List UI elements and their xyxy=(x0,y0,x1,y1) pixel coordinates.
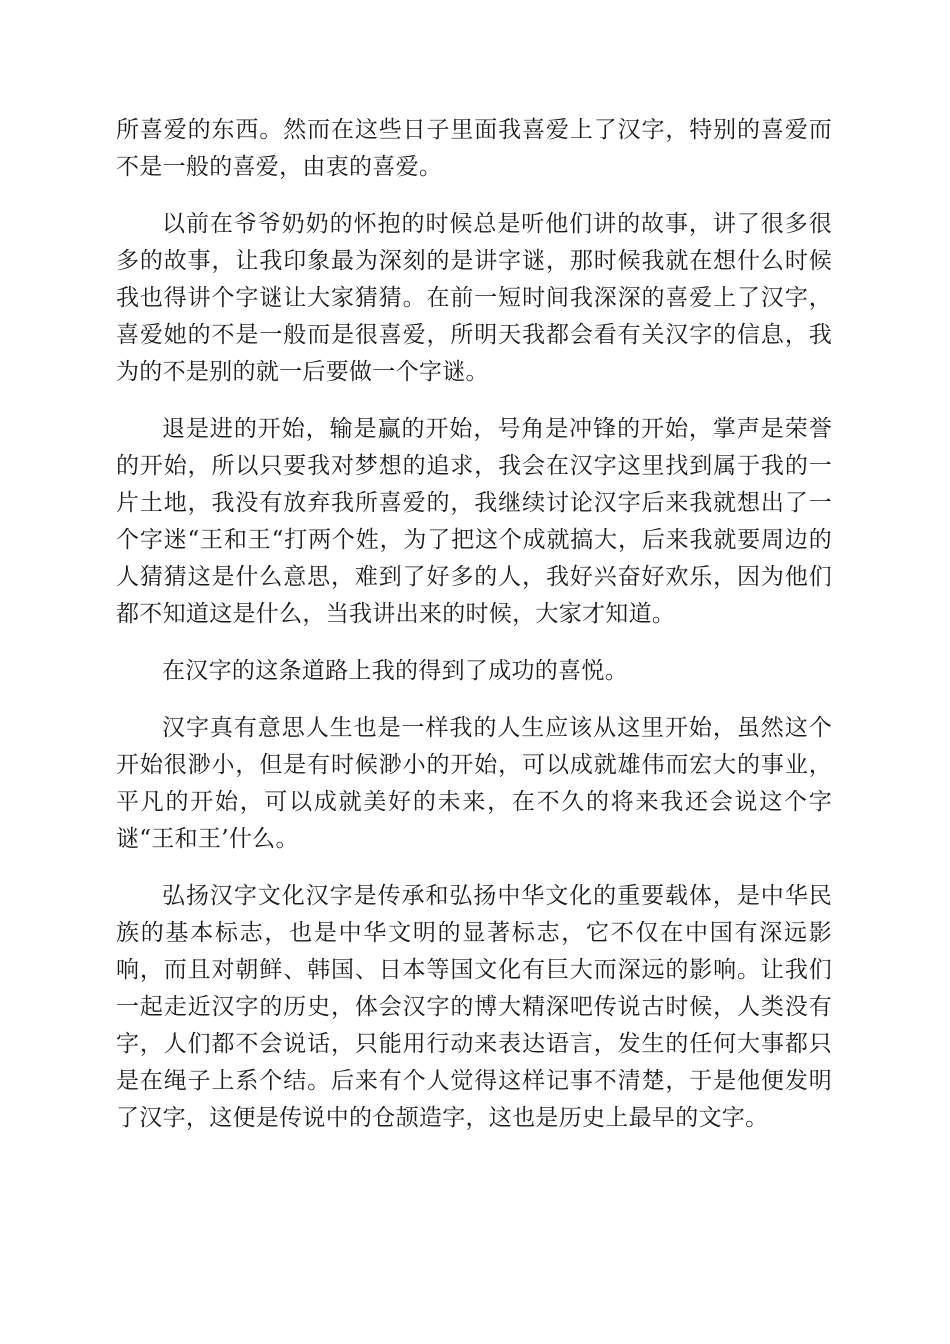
document-body xyxy=(116,112,832,1157)
paragraph-4: 在汉字的这条道路上我的得到了成功的喜悦。 xyxy=(162,658,628,684)
paragraph-2: 以前在爷爷奶奶的怀抱的时候总是听他们讲的故事，讲了很多很多的故事，让我印象最为深刻的是讲字谜，那时候我就在想什么时候我也得讲个字谜让大家猜猜。在前一短时间我深深的喜爱上了汉字，喜爱她的不是一般而是很喜爱，所明天我都会看有关汉字的信息，我为的不是别的就一后要做一个字谜。 xyxy=(116,211,832,385)
paragraph-1: 所喜爱的东西。然而在这些日子里面我喜爱上了汉字，特别的喜爱而不是一般的喜爱，由衷的喜爱。 xyxy=(116,117,832,180)
paragraph-5: 汉字真有意思人生也是一样我的人生应该从这里开始，虽然这个开始很渺小，但是有时候渺小的开始，可以成就雄伟而宏大的事业，平凡的开始，可以成就美好的未来，在不久的将来我还会说这个字谜“王和王’什么。 xyxy=(116,715,832,852)
paragraph-6: 弘扬汉字文化汉字是传承和弘扬中华文化的重要载体，是中华民族的基本标志，也是中华文明的显著标志，它不仅在中国有深远影响，而且对朝鲜、韩国、日本等国文化有巨大而深远的影响。让我们一起走近汉字的历史，体会汉字的博大精深吧传说古时候，人类没有字，人们都不会说话，只能用行动来表达语言，发生的任何大事都只是在绳子上系个结。后来有个人觉得这样记事不清楚，于是他便发明了汉字，这便是传说中的仓颉造字，这也是历史上最早的文字。 xyxy=(116,883,832,1131)
paragraph-3: 退是进的开始，输是赢的开始，号角是冲锋的开始，掌声是荣誉的开始，所以只要我对梦想的追求，我会在汉字这里找到属于我的一片土地，我没有放弃我所喜爱的，我继续讨论汉字后来我就想出了一个字迷“王和王“打两个姓，为了把这个成就搞大，后来我就要周边的人猜猜这是什么意思，难到了好多的人，我好兴奋好欢乐，因为他们都不知道这是什么，当我讲出来的时候，大家才知道。 xyxy=(116,416,832,627)
